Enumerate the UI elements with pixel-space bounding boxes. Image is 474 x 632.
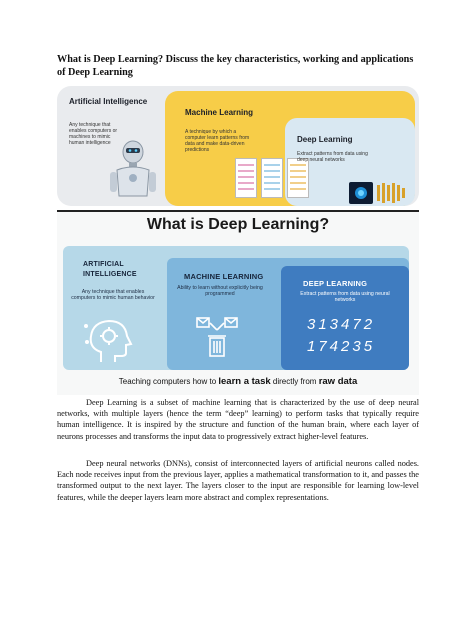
document-heading: What is Deep Learning? Discuss the key characteristics, working and applications of Deep Learning [57,54,414,78]
dl-description: Extract patterns from data using neural networks [300,291,390,304]
ai-title-line1: ARTIFICIAL [83,261,124,268]
handwritten-digits-row-2: 174235 [307,338,376,355]
dl-title: DEEP LEARNING [303,279,368,288]
ml-title: MACHINE LEARNING [184,272,264,281]
ml-title: Machine Learning [185,108,254,117]
figure-title: What is Deep Learning? [146,216,330,233]
ai-description: Any technique that enables computers or machines to mimic human intelligence [69,122,118,146]
ai-title: Artificial Intelligence [69,97,148,106]
dl-description: Extract patterns from data using deep neural networks [297,151,368,163]
ai-title-line2: INTELLIGENCE [83,271,137,278]
paragraph-1: Deep Learning is a subset of machine learning that is characterized by the use of deep neural networks, with multiple layers (hence the term “deep” learning) to perform tasks that typically require human intelligence. It is inspired by the structure and function of the human brain, where each layer of neurons processes and transforms the input data to progressively extract higher-level features. [57,398,419,441]
paragraph-2: Deep neural networks (DNNs), consist of interconnected layers of artificial neurons called nodes. Each node receives input from the previous layer, applies a mathematical transformation to it, and passes the transformed output to the next layer. The layers closer to the input are responsible for learning low-level features, while the deeper layers learn more abstract and complex representations. [57,459,419,502]
neural-network-image [349,182,411,204]
robot-icon [107,138,159,198]
mail-trash-icon [195,314,239,360]
divider-line [57,210,419,212]
ml-description: Ability to learn without explicitly being programmed [177,285,263,298]
ai-description: Any technique that enables computers to mimic human behavior [71,289,155,302]
ml-description: A technique by which a computer learn patterns from data and make data-driven predictions [185,129,250,153]
what-is-deep-learning-figure [57,210,419,395]
figure-caption: Teaching computers how to learn a task directly from raw data [118,376,358,387]
handwritten-digits-row-1: 313472 [307,316,376,333]
data-tables-image [235,158,313,202]
dl-title: Deep Learning [297,135,353,144]
ai-ml-dl-venn-figure [57,86,419,210]
head-gear-icon [81,316,139,366]
